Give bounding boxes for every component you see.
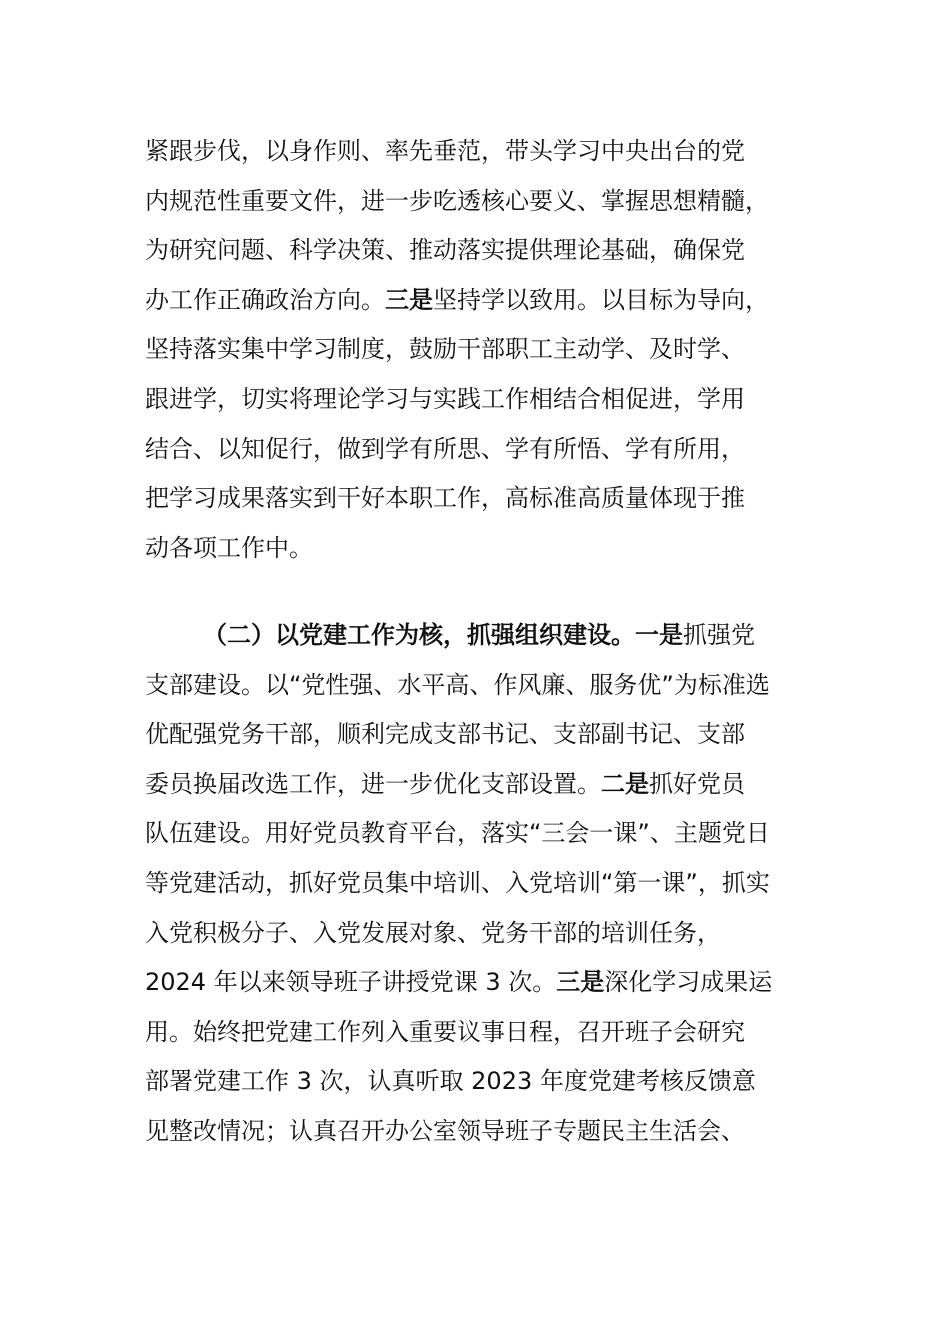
text-line: 支部建设。以“党性强、水平高、作风廉、服务优”为标准选 bbox=[145, 670, 770, 699]
text-line: 为研究问题、科学决策、推动落实提供理论基础，确保党 bbox=[145, 236, 745, 265]
text-line: 入党积极分子、入党发展对象、党务干部的培训任务， bbox=[145, 918, 721, 947]
text-line: 见整改情况；认真召开办公室领导班子专题民主生活会、 bbox=[145, 1116, 745, 1145]
text-line: 队伍建设。用好党员教育平台，落实“三会一课”、主题党日 bbox=[145, 819, 770, 848]
paragraph-party-building bbox=[145, 611, 810, 1157]
bold-marker: 三是 bbox=[556, 968, 605, 997]
text-line: 内规范性重要文件，进一步吃透核心要义、掌握思想精髓， bbox=[145, 186, 769, 215]
section-heading: （二）以党建工作为核，抓强组织建设。 bbox=[203, 621, 635, 649]
bold-marker: 三是 bbox=[385, 285, 433, 314]
text-line: 坚持落实集中学习制度，鼓励干部职工主动学、及时学、 bbox=[145, 335, 745, 364]
text-line: 动各项工作中。 bbox=[145, 533, 313, 562]
text-line: 办工作正确政治方向。三是坚持学以致用。以目标为导向， bbox=[145, 285, 769, 314]
text-line: 优配强党务干部，顺利完成支部书记、支部副书记、支部 bbox=[145, 720, 745, 749]
text-line: 等党建活动，抓好党员集中培训、入党培训“第一课”，抓实 bbox=[145, 868, 770, 897]
bold-marker: 二是 bbox=[601, 769, 649, 798]
text-line: 部署党建工作 3 次，认真听取 2023 年度党建考核反馈意 bbox=[145, 1067, 756, 1096]
text-line: 结合、以知促行，做到学有所思、学有所悟、学有所用， bbox=[145, 434, 745, 463]
text-line: 跟进学，切实将理论学习与实践工作相结合相促进，学用 bbox=[145, 384, 745, 413]
text-line: 紧跟步伐，以身作则、率先垂范，带头学习中央出台的党 bbox=[145, 137, 745, 165]
text-line: 把学习成果落实到干好本职工作，高标准高质量体现于推 bbox=[145, 484, 745, 513]
text-line: （二）以党建工作为核，抓强组织建设。一是抓强党 bbox=[203, 621, 755, 649]
bold-marker: 一是 bbox=[635, 621, 683, 649]
text-line: 2024 年以来领导班子讲授党课 3 次。三是深化学习成果运 bbox=[145, 968, 773, 997]
paragraph-study bbox=[145, 127, 810, 573]
text-line: 委员换届改选工作，进一步优化支部设置。二是抓好党员 bbox=[145, 769, 745, 798]
text-line: 用。始终把党建工作列入重要议事日程，召开班子会研究 bbox=[145, 1017, 745, 1046]
